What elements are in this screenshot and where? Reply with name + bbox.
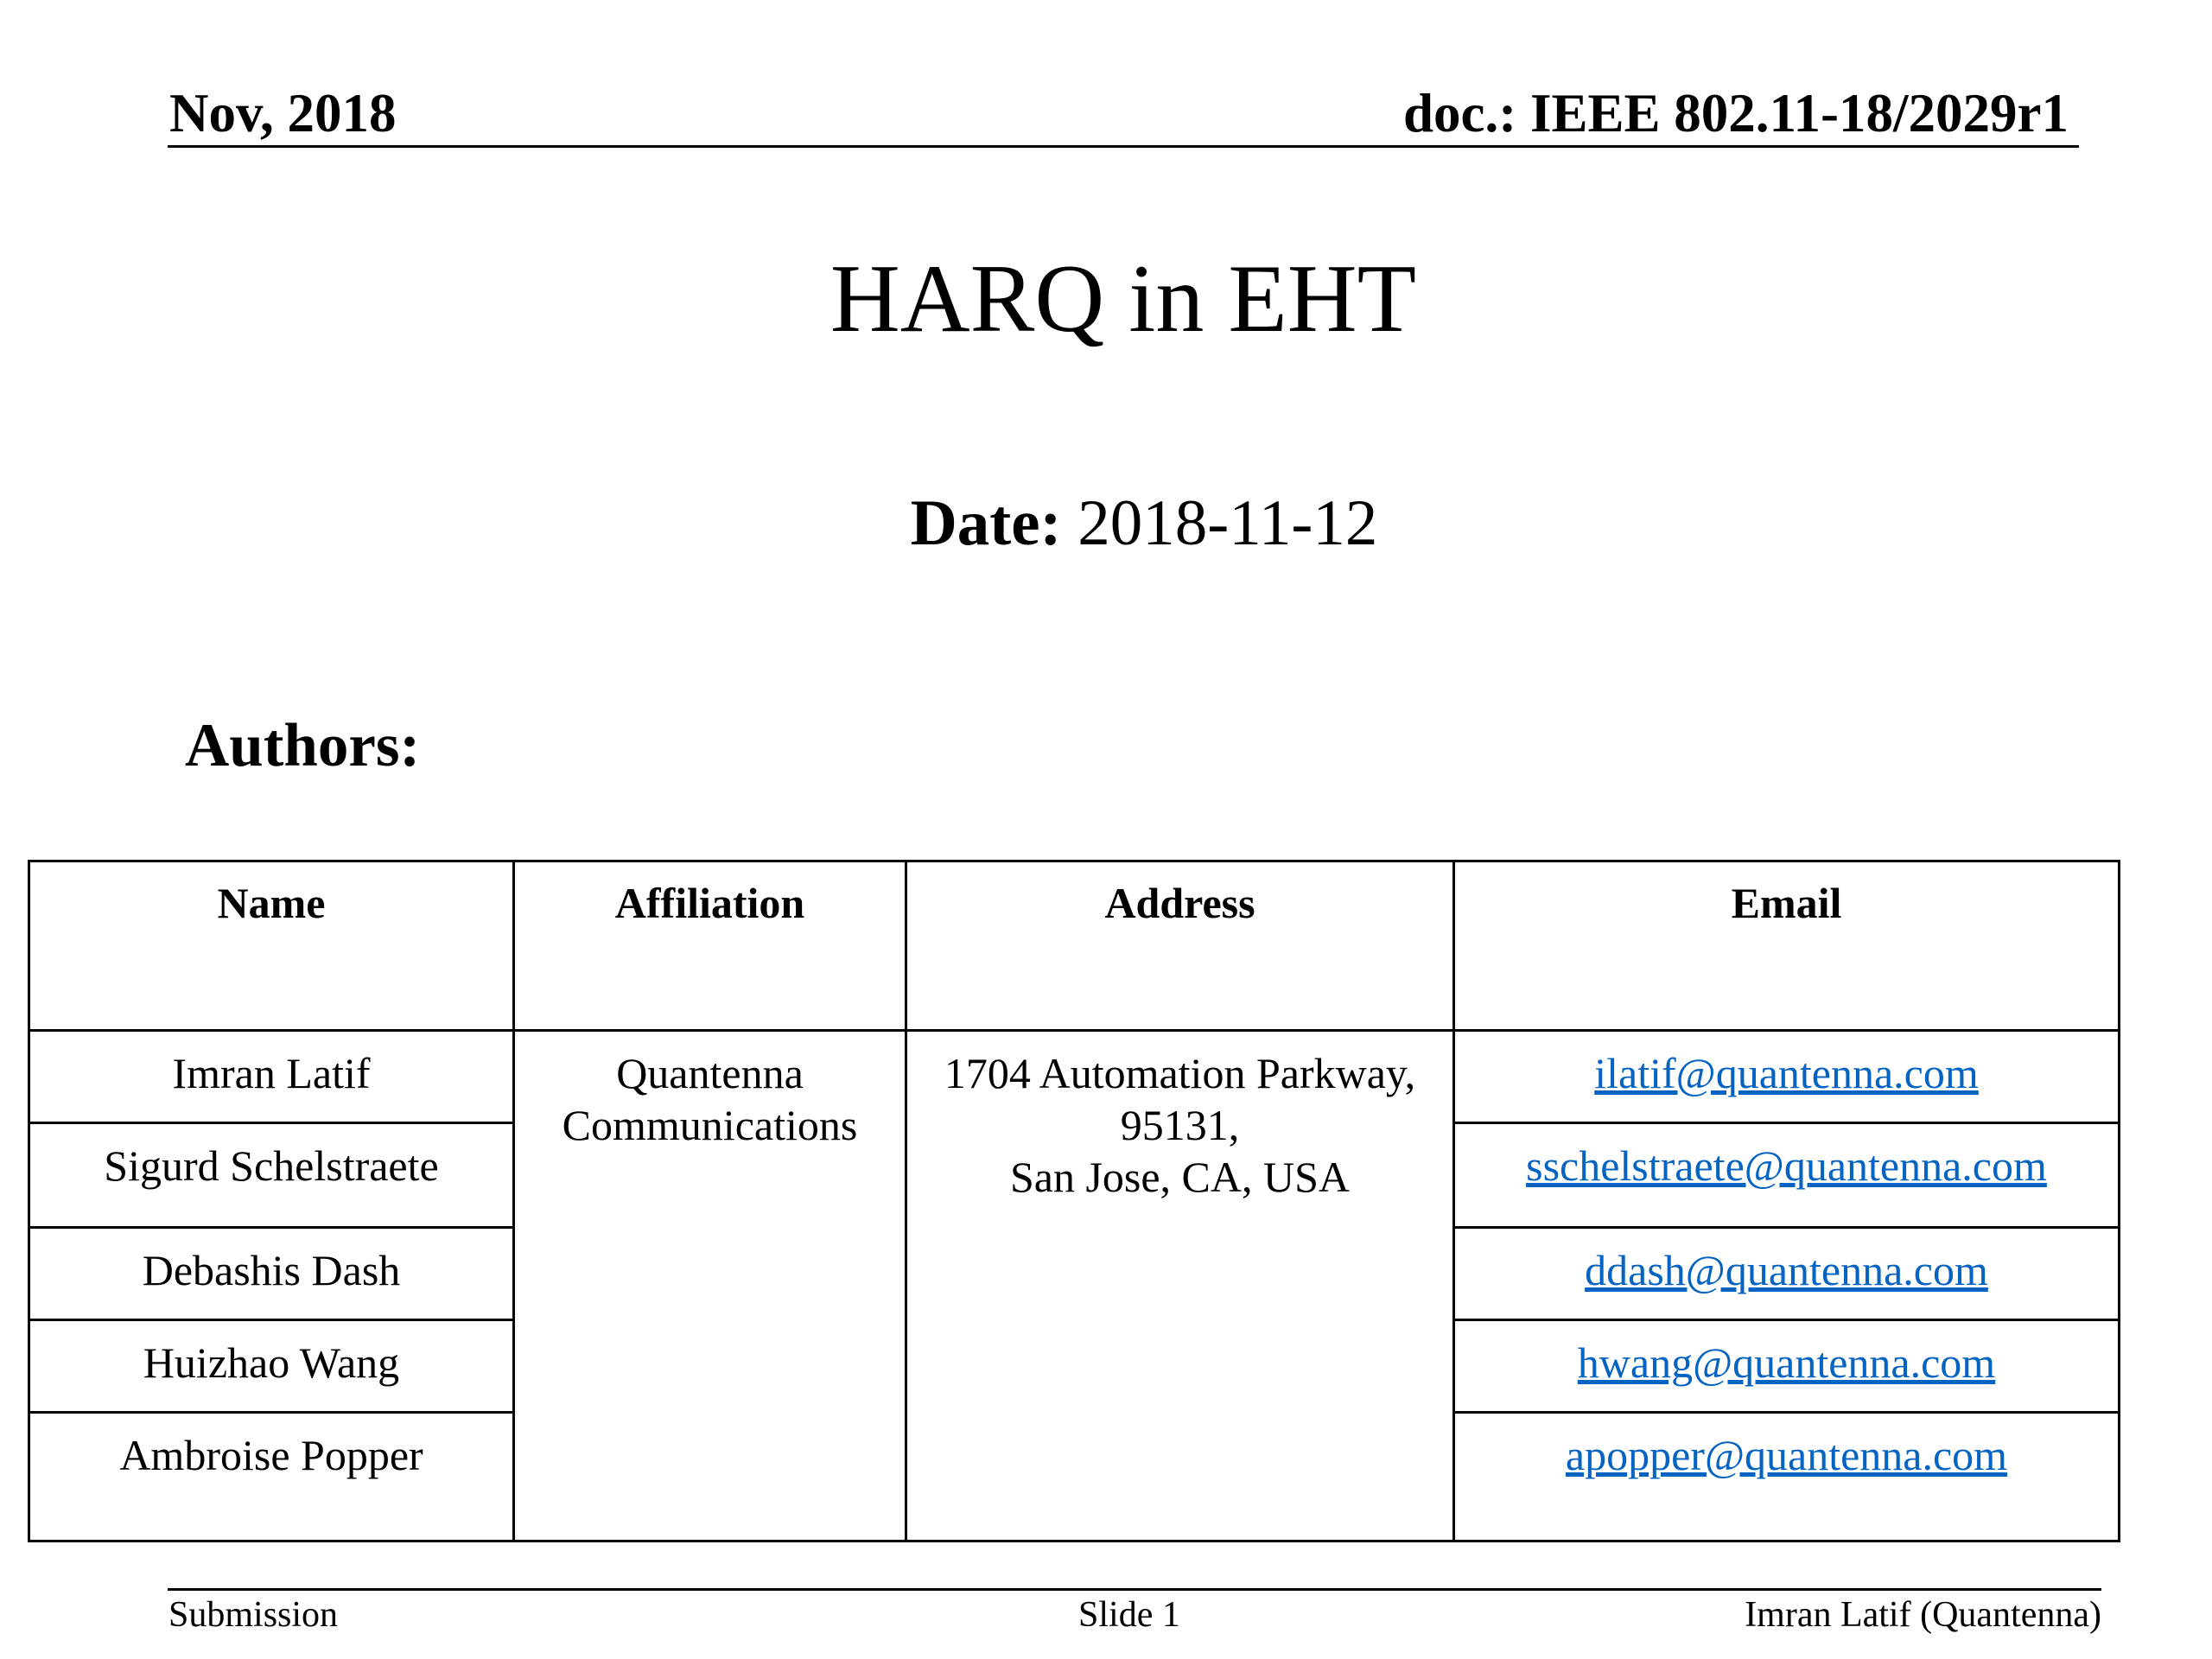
email-link[interactable]: hwang@quantenna.com bbox=[1577, 1338, 1996, 1387]
affiliation-cell bbox=[514, 1031, 906, 1541]
address-line: San Jose, CA, USA bbox=[1009, 1153, 1351, 1201]
date-value: 2018-11-12 bbox=[1077, 487, 1378, 559]
authors-table bbox=[28, 860, 2120, 1542]
author-email bbox=[1454, 1320, 2120, 1413]
column-header-name: Name bbox=[29, 861, 514, 1031]
footer-submission: Submission bbox=[168, 1595, 339, 1635]
column-header-email: Email bbox=[1454, 861, 2120, 1031]
author-name: Ambroise Popper bbox=[29, 1413, 514, 1541]
author-email bbox=[1454, 1031, 2120, 1123]
date-line bbox=[0, 487, 2212, 559]
column-header-affiliation: Affiliation bbox=[514, 861, 906, 1031]
affiliation-line: Communications bbox=[562, 1101, 858, 1149]
footer-divider bbox=[168, 1588, 2101, 1591]
email-link[interactable]: apopper@quantenna.com bbox=[1565, 1431, 2008, 1479]
header-date: Nov, 2018 bbox=[169, 83, 397, 143]
author-name: Debashis Dash bbox=[29, 1228, 514, 1320]
affiliation-line: Quantenna bbox=[616, 1049, 804, 1097]
author-email bbox=[1454, 1123, 2120, 1228]
date-label: Date: bbox=[910, 487, 1062, 559]
email-link[interactable]: sschelstraete@quantenna.com bbox=[1526, 1141, 2047, 1190]
author-name: Sigurd Schelstraete bbox=[29, 1123, 514, 1228]
author-name: Huizhao Wang bbox=[29, 1320, 514, 1413]
email-link[interactable]: ddash@quantenna.com bbox=[1585, 1246, 1988, 1294]
column-header-address: Address bbox=[906, 861, 1454, 1031]
author-name: Imran Latif bbox=[29, 1031, 514, 1123]
header-doc-id: doc.: IEEE 802.11-18/2029r1 bbox=[1402, 83, 2069, 143]
address-cell bbox=[906, 1031, 1454, 1541]
slide-title: HARQ in EHT bbox=[830, 245, 1417, 353]
footer-author: Imran Latif (Quantenna) bbox=[1745, 1595, 2101, 1635]
address-line: 1704 Automation Parkway, bbox=[944, 1049, 1416, 1097]
author-email bbox=[1454, 1228, 2120, 1320]
footer-slide-number: Slide 1 bbox=[1078, 1595, 1180, 1635]
authors-heading: Authors: bbox=[185, 712, 421, 779]
email-link[interactable]: ilatif@quantenna.com bbox=[1594, 1049, 1979, 1097]
table-header-row bbox=[29, 861, 2120, 1031]
table-row bbox=[29, 1031, 2120, 1123]
author-email bbox=[1454, 1413, 2120, 1541]
header-divider bbox=[168, 145, 2079, 148]
address-line: 95131, bbox=[1120, 1101, 1240, 1149]
